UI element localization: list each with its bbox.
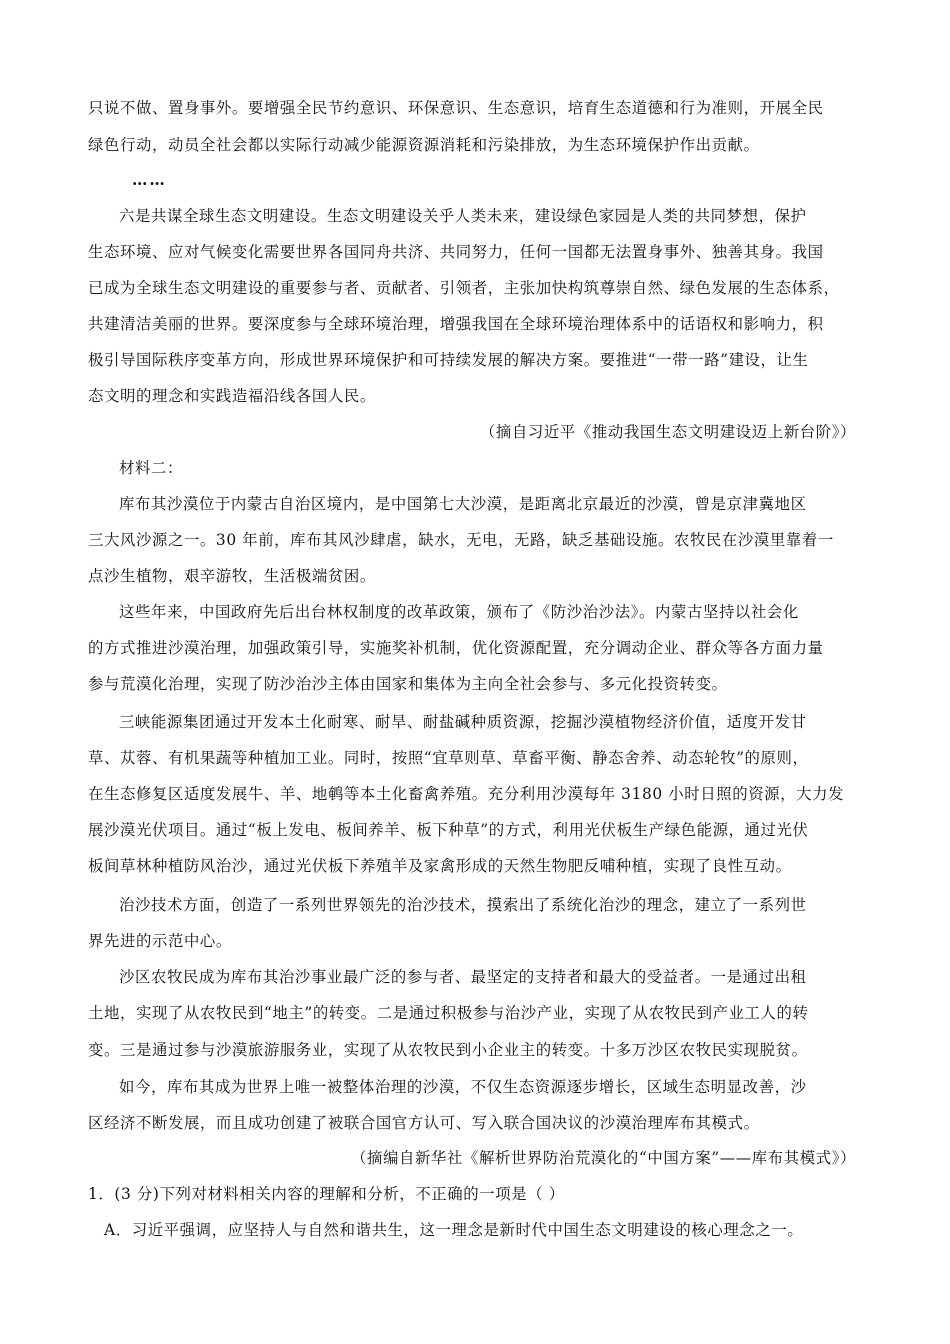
source-citation: （摘编自新华社《解析世界防治荒漠化的“中国方案”——库布其模式》） — [351, 1149, 856, 1167]
paragraph-line: 极引导国际秩序变革方向，形成世界环境保护和可持续发展的解决方案。要推进“一带一路”建设，让生 — [88, 351, 809, 369]
paragraph-line: 在生态修复区适度发展牛、羊、地鹌等本土化畜禽养殖。充分利用沙漠每年 3180 小时日照的资源，大力发 — [88, 785, 845, 803]
material-heading: 材料二： — [119, 459, 183, 477]
question-stem: 1．(3 分)下列对材料相关内容的理解和分析，不正确的一项是（ ） — [88, 1185, 565, 1203]
paragraph-line: 参与荒漠化治理，实现了防沙治沙主体由国家和集体为主向全社会参与、多元化投资转变。 — [88, 675, 728, 693]
paragraph-line: 板间草林种植防风治沙，通过光伏板下养殖羊及家禽形成的天然生物肥反哺种植，实现了良性互动。 — [88, 857, 792, 875]
paragraph-line: 生态环境、应对气候变化需要世界各国同舟共济、共同努力，任何一国都无法置身事外、独善其身。我国 — [88, 243, 824, 261]
paragraph-line: 展沙漠光伏项目。通过“板上发电、板间养羊、板下种草”的方式，利用光伏板生产绿色能源，通过光伏 — [88, 821, 809, 839]
question-option-a: A．习近平强调，应坚持人与自然和谐共生，这一理念是新时代中国生态文明建设的核心理念之一。 — [104, 1221, 804, 1239]
paragraph-line: 草、苁蓉、有机果蔬等种植加工业。同时，按照“宜草则草、草畜平衡、静态舍养、动态轮牧”的原则， — [88, 749, 809, 767]
paragraph-line: 绿色行动，动员全社会都以实际行动减少能源资源消耗和污染排放，为生态环境保护作出贡献。 — [88, 136, 760, 154]
paragraph-line: 六是共谋全球生态文明建设。生态文明建设关乎人类未来，建设绿色家园是人类的共同梦想，保护 — [119, 207, 807, 225]
paragraph-line: 共建清洁美丽的世界。要深度参与全球环境治理，增强我国在全球环境治理体系中的话语权和影响力，积 — [88, 315, 824, 333]
paragraph-line: 土地，实现了从农牧民到“地主”的转变。二是通过积极参与治沙产业，实现了从农牧民到产业工人的转 — [88, 1004, 809, 1022]
paragraph-line: 如今，库布其成为世界上唯一被整体治理的沙漠，不仅生态资源逐步增长，区域生态明显改善，沙 — [119, 1078, 807, 1096]
paragraph-line: 的方式推进沙漠治理，加强政策引导，实施奖补机制，优化资源配置，充分调动企业、群众等各方面力量 — [88, 639, 824, 657]
paragraph-line: 态文明的理念和实践造福沿线各国人民。 — [88, 387, 376, 405]
paragraph-line: 这些年来，中国政府先后出台林权制度的改革政策，颁布了《防沙治沙法》。内蒙古坚持以社会化 — [119, 603, 799, 621]
paragraph-line: 变。三是通过参与沙漠旅游服务业，实现了从农牧民到小企业主的转变。十多万沙区农牧民实现脱贫。 — [88, 1041, 808, 1059]
paragraph-line: 区经济不断发展，而且成功创建了被联合国官方认可、写入联合国决议的沙漠治理库布其模式。 — [88, 1114, 760, 1132]
paragraph-line: 治沙技术方面，创造了一系列世界领先的治沙技术，摸索出了系统化治沙的理念，建立了一系列世 — [119, 896, 807, 914]
paragraph-line: 三峡能源集团通过开发本土化耐寒、耐旱、耐盐碱种质资源，挖掘沙漠植物经济价值，适度开发甘 — [119, 713, 807, 731]
paragraph-line: 库布其沙漠位于内蒙古自治区境内，是中国第七大沙漠，是距离北京最近的沙漠，曾是京津冀地区 — [119, 495, 807, 513]
ellipsis: …… — [132, 171, 167, 189]
paragraph-line: 界先进的示范中心。 — [88, 932, 232, 950]
paragraph-line: 三大风沙源之一。30 年前，库布其风沙肆虐，缺水，无电，无路，缺乏基础设施。农牧民在沙漠里靠着一 — [88, 531, 834, 549]
paragraph-line: 沙区农牧民成为库布其治沙事业最广泛的参与者、最坚定的支持者和最大的受益者。一是通过出租 — [119, 968, 807, 986]
source-citation: （摘自习近平《推动我国生态文明建设迈上新台阶》） — [479, 423, 856, 441]
paragraph-line: 点沙生植物，艰辛游牧，生活极端贫困。 — [88, 567, 376, 585]
paragraph-line: 已成为全球生态文明建设的重要参与者、贡献者、引领者，主张加快构筑尊崇自然、绿色发展的生态体系， — [88, 279, 840, 297]
paragraph-line: 只说不做、置身事外。要增强全民节约意识、环保意识、生态意识，培育生态道德和行为准则，开展全民 — [88, 99, 824, 117]
